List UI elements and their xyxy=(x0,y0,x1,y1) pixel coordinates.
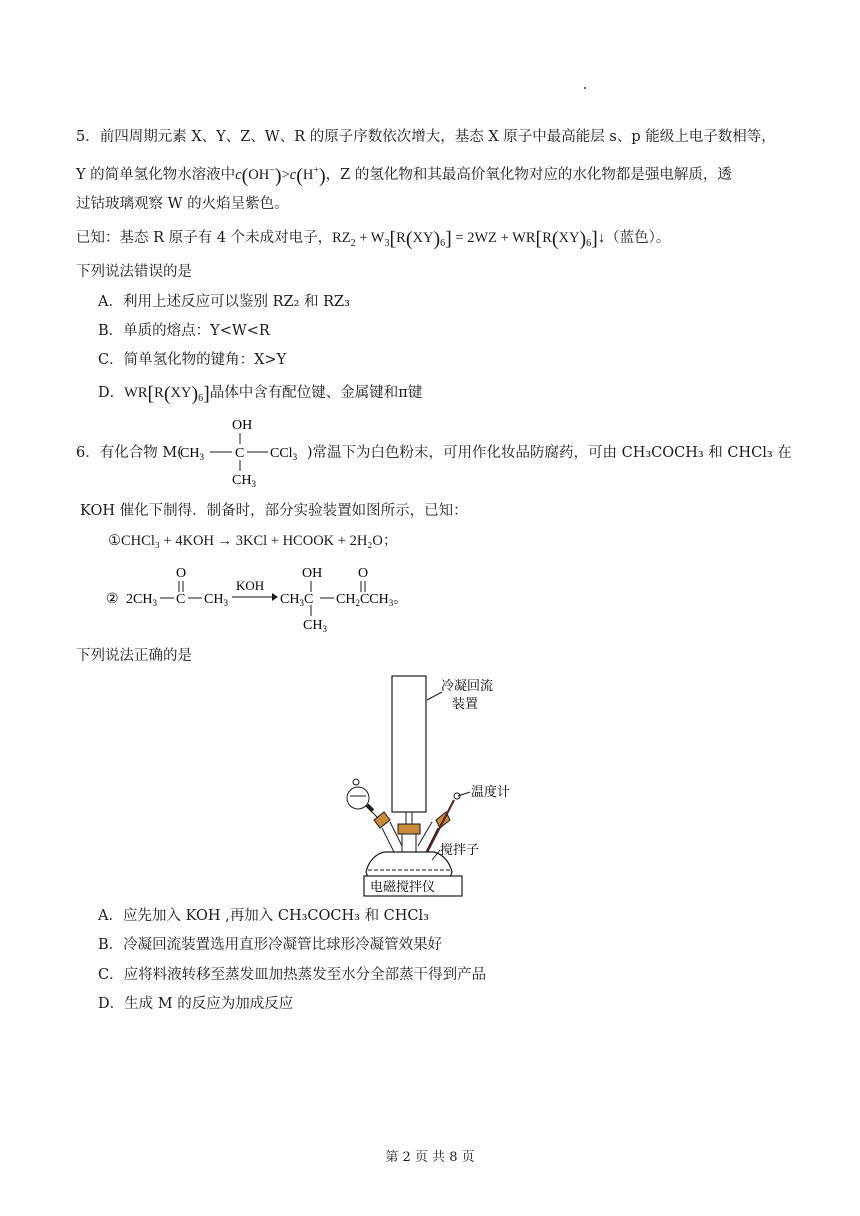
q6-equation-2 xyxy=(104,562,408,634)
page-footer: 第 2 页 共 8 页 xyxy=(385,1150,475,1165)
condenser xyxy=(392,676,426,812)
stirbar-label: 搅拌子 xyxy=(440,843,480,858)
dropping-funnel-bulb xyxy=(347,787,369,809)
eq2-arrow-head xyxy=(272,593,278,601)
apparatus-diagram xyxy=(330,672,530,896)
q5-known-text: 已知：基态 R 原子有 4 个未成对电子， xyxy=(76,230,333,246)
right-neck-1 xyxy=(426,828,438,852)
product-ch2cch3: $CH_2CCH_3$。 xyxy=(336,592,408,608)
m-oh-label: OH xyxy=(232,418,253,433)
q6-option-d: D．生成 M 的反应为加成反应 xyxy=(98,996,294,1012)
q6-equation-1: ①CHCl₃ + 4KOH → 3KCl + HCOOK + 2H₂O； xyxy=(108,533,398,549)
q5-line1: 5．前四周期元素 X、Y、Z、W、R 的原子序数依次增大，基态 X 原子中最高能层 s、p 能级上电子数相等， xyxy=(76,129,776,145)
m-ch3-bottom: $CH_3$ xyxy=(232,473,256,489)
product-ch3c: $CH_3C$ xyxy=(280,592,314,608)
funnel-stopper xyxy=(353,779,359,785)
q5-option-c: C．简单氢化物的键角：X>Y xyxy=(98,352,287,368)
center-stopper xyxy=(398,824,420,834)
product-ch3-bottom: $CH_3$ xyxy=(303,618,327,634)
eq2-catalyst: KOH xyxy=(236,578,265,593)
q5-line3: 过钴玻璃观察 W 的火焰呈紫色。 xyxy=(76,196,289,212)
compound-m-structure xyxy=(180,414,310,488)
q6-line1-text: 6．有化合物 M( xyxy=(76,445,183,461)
m-ch3-left: $CH_3$ xyxy=(180,446,204,462)
q5-known xyxy=(76,228,670,254)
condenser-label-2: 装置 xyxy=(452,697,479,712)
q5-option-d xyxy=(98,383,422,409)
condenser-leader xyxy=(427,692,442,700)
q5-known-suffix: （蓝色）。 xyxy=(605,230,671,246)
left-stopper xyxy=(374,812,390,828)
product-o: O xyxy=(358,566,369,581)
product-oh: OH xyxy=(302,566,323,581)
acetone-c: C xyxy=(176,592,186,607)
q5-line2-text: Y 的简单氢化物水溶液中 xyxy=(76,166,236,183)
stirrer-label: 电磁搅拌仪 xyxy=(370,880,436,895)
q6-line2: KOH 催化下制得．制备时，部分实验装置如图所示，已知： xyxy=(80,503,468,519)
acetone-ch3-left: $2CH_3$ xyxy=(126,592,157,608)
left-neck-1 xyxy=(382,828,394,852)
q6-option-c: C．应将料液转移至蒸发皿加热蒸发至水分全部蒸干得到产品 xyxy=(98,967,487,983)
q6-prompt: 下列说法正确的是 xyxy=(76,648,192,664)
q5-line2-text-b: ，Z 的氢化物和其最高价氧化物对应的水化物都是强电解质，透 xyxy=(325,166,732,183)
q5-prompt: 下列说法错误的是 xyxy=(76,264,192,280)
q5-option-d-text: 晶体中含有配位键、金属键和π键 xyxy=(209,385,423,401)
condenser-label-1: 冷凝回流 xyxy=(441,679,494,694)
thermometer-label: 温度计 xyxy=(471,785,511,800)
m-c-center: C xyxy=(235,446,245,461)
q5-option-d-letter: D． xyxy=(98,385,125,401)
q5-ion-inequality: c(OH−)>c(H+) xyxy=(235,164,326,187)
q5-option-b: B．单质的熔点：Y<W<R xyxy=(98,323,270,339)
q6-line1-text-b: )常温下为白色粉末，可用作化妆品防腐药，可由 CH₃COCH₃ 和 CHCl₃ 在 xyxy=(306,445,792,461)
q5-line2 xyxy=(76,161,732,186)
acetone-o: O xyxy=(176,566,187,581)
q5-option-a: A．利用上述反应可以鉴别 RZ₂ 和 RZ₃ xyxy=(98,294,350,310)
m-ccl3: CCl$_3$ xyxy=(270,446,298,462)
q6-option-b: B．冷凝回流装置选用直形冷凝管比球形冷凝管效果好 xyxy=(98,937,443,953)
q5-reaction-equation: $RZ_2 + W_3[R(XY)_6] = 2WZ$ + $WR[R(XY)_6]↓$ xyxy=(332,228,606,250)
acetone-ch3-right: $CH_3$ xyxy=(204,592,228,608)
q6-option-a: A．应先加入 KOH ,再加入 CH₃COCH₃ 和 CHCl₃ xyxy=(98,908,429,924)
scan-dot xyxy=(584,87,586,89)
eq2-label: ② xyxy=(106,592,119,607)
q5-option-d-formula: $WR[R(XY)_6]$ xyxy=(124,383,210,405)
